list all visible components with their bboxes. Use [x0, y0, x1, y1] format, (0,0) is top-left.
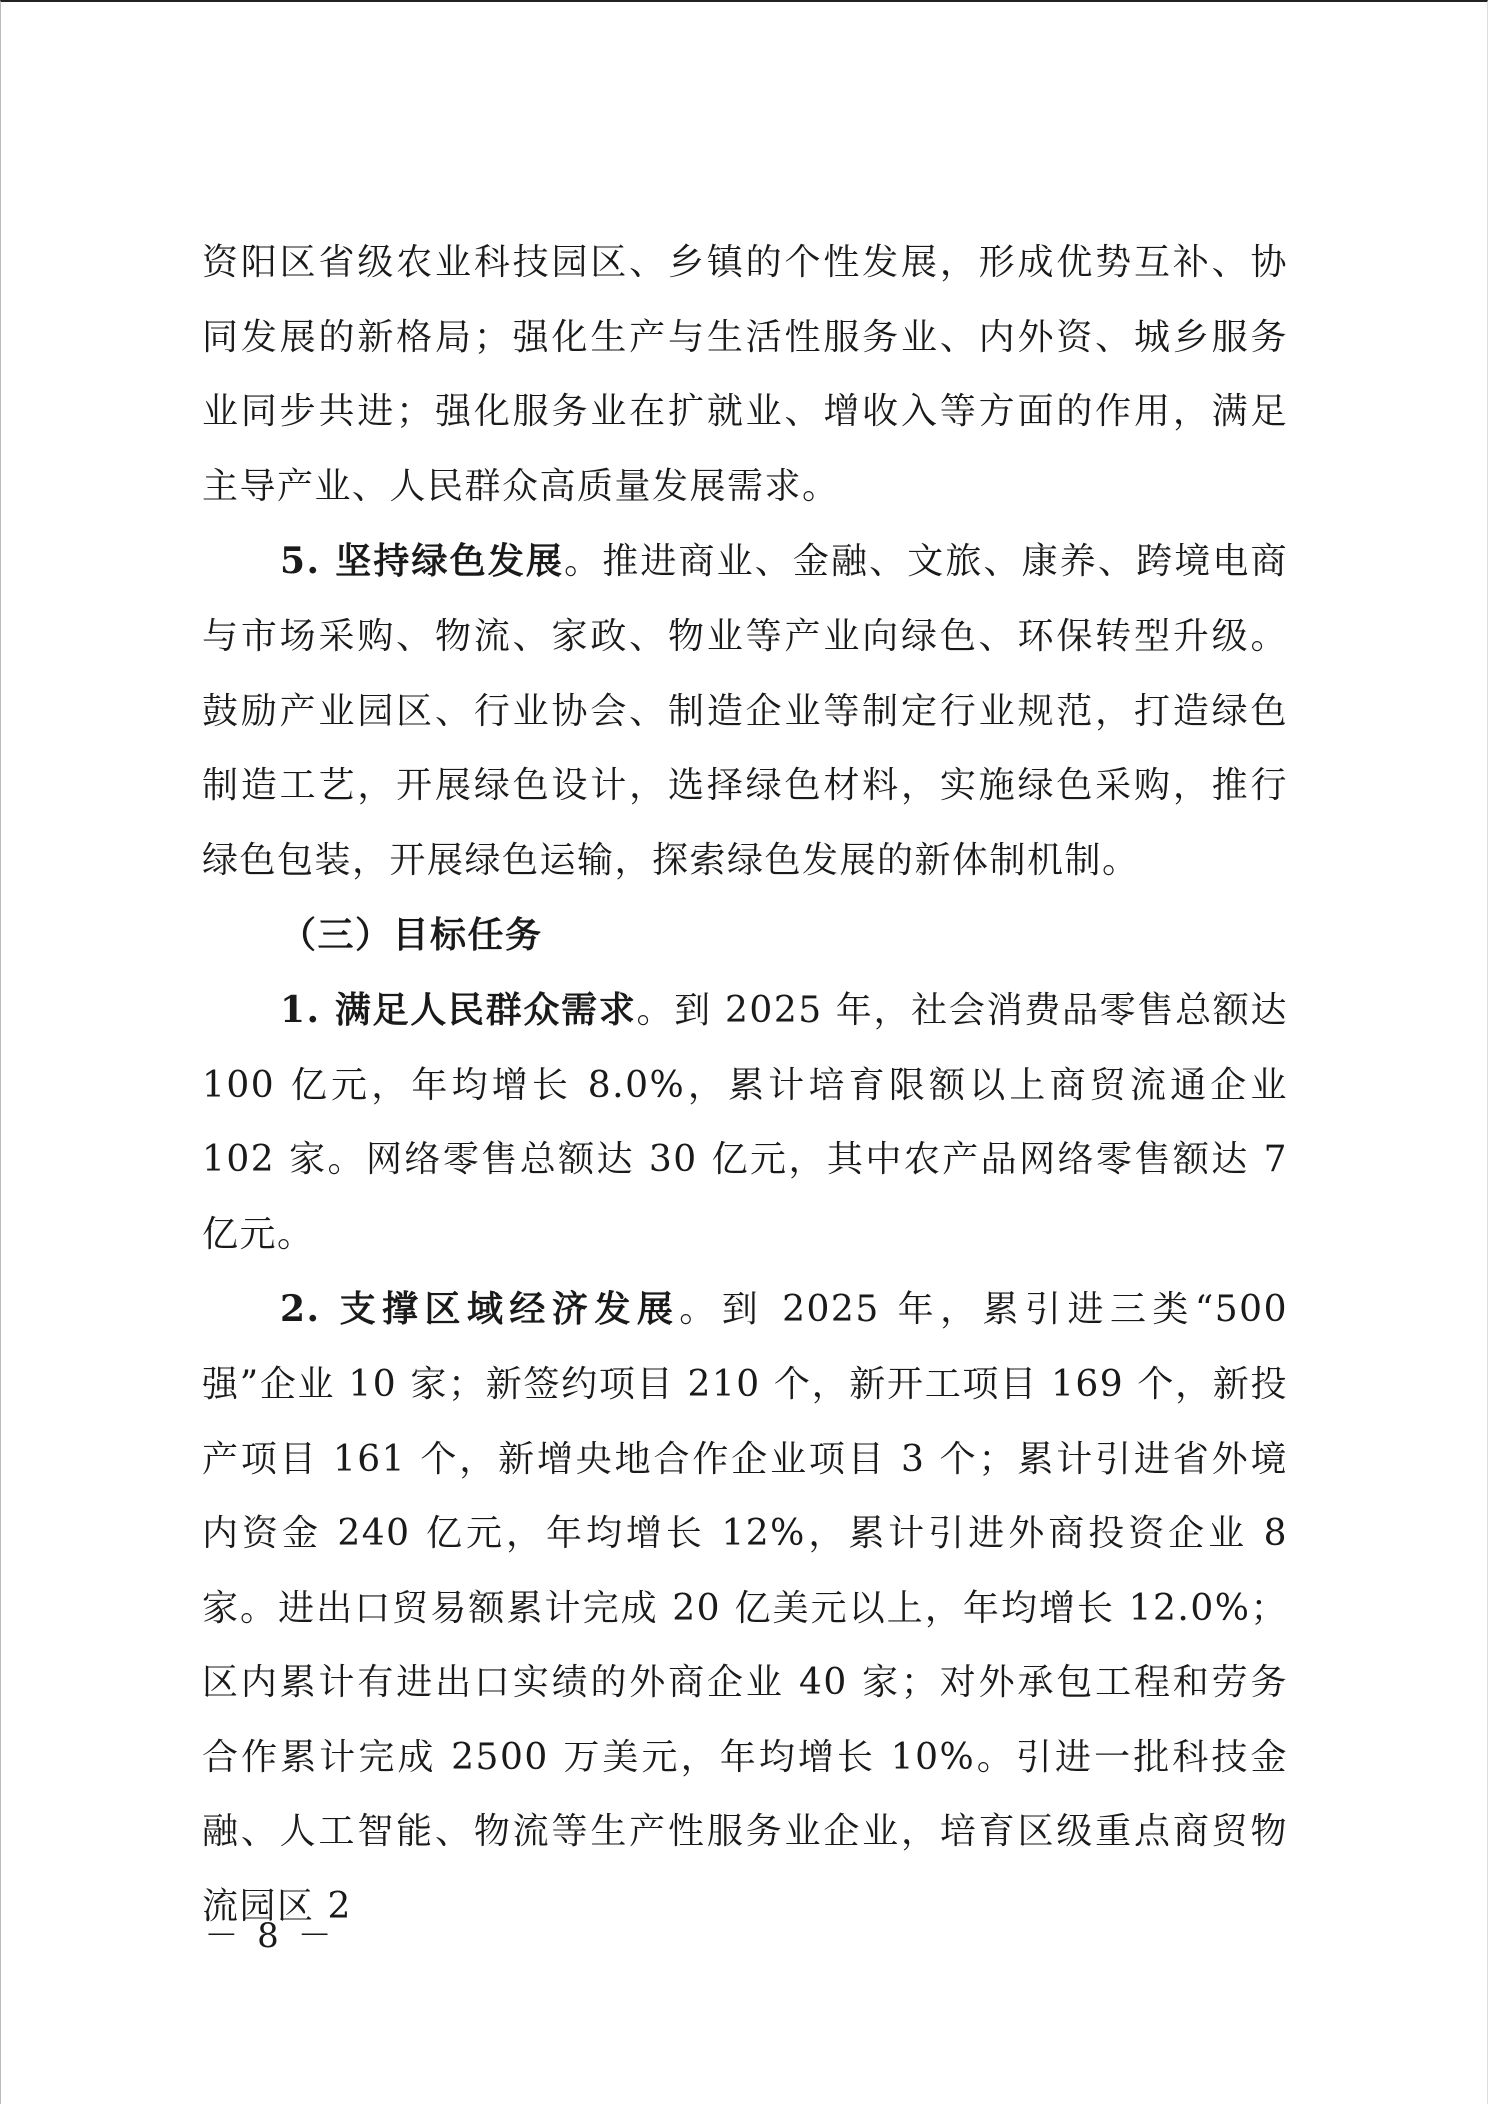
page-number: － 8 － [204, 1916, 336, 1956]
paragraph-continuation [202, 226, 1288, 524]
section-heading: （三）目标任务 [280, 914, 543, 957]
paragraph-lead: 1. 满足人民群众需求 [280, 988, 637, 1031]
paragraph-regional-economy [202, 1272, 1288, 1944]
document-body [202, 226, 1288, 1945]
paragraph-text: 。推进商业、金融、文旅、康养、跨境电商与市场采购、物流、家政、物业等产业向绿色、环保转型升级。鼓励产业园区、行业协会、制造企业等制定行业规范，打造绿色制造工艺，开展绿色设计，选择绿色材料，实施绿色采购，推行绿色包装，开展绿色运输，探索绿色发展的新体制机制。 [202, 541, 1288, 881]
paragraph-green-development [202, 524, 1288, 898]
paragraph-people-needs [202, 973, 1288, 1272]
paragraph-lead: 5. 坚持绿色发展 [280, 540, 565, 583]
paragraph-text: 资阳区省级农业科技园区、乡镇的个性发展，形成优势互补、协同发展的新格局；强化生产与生活性服务业、内外资、城乡服务业同步共进；强化服务业在扩就业、增收入等方面的作用，满足主导产业、人民群众高质量发展需求。 [202, 242, 1288, 507]
paragraph-text: 。到 2025 年，社会消费品零售总额达 100 亿元，年均增长 8.0%，累计培育限额以上商贸流通企业 102 家。网络零售总额达 30 亿元，其中农产品网络零售额达 7 亿元。 [202, 989, 1288, 1255]
paragraph-text: 。到 2025 年，累引进三类“500 强”企业 10 家；新签约项目 210 个，新开工项目 169 个，新投产项目 161 个，新增央地合作企业项目 3 个；累计引进省外境内资金 240 亿元，年均增长 12%，累计引进外商投资企业 8 家。进出口贸易额累计完成 20 亿美元以上，年均增长 12.0%；区内累计有进出口实绩的外商企业 40 家；对外承包工程和劳务合作累计完成 2500 万美元，年均增长 10%。引进一批科技金融、人工智能、物流等生产性服务业企业，培育区级重点商贸物流园区 2 [202, 1289, 1288, 1928]
paragraph-lead: 2. 支撑区域经济发展 [280, 1288, 680, 1331]
